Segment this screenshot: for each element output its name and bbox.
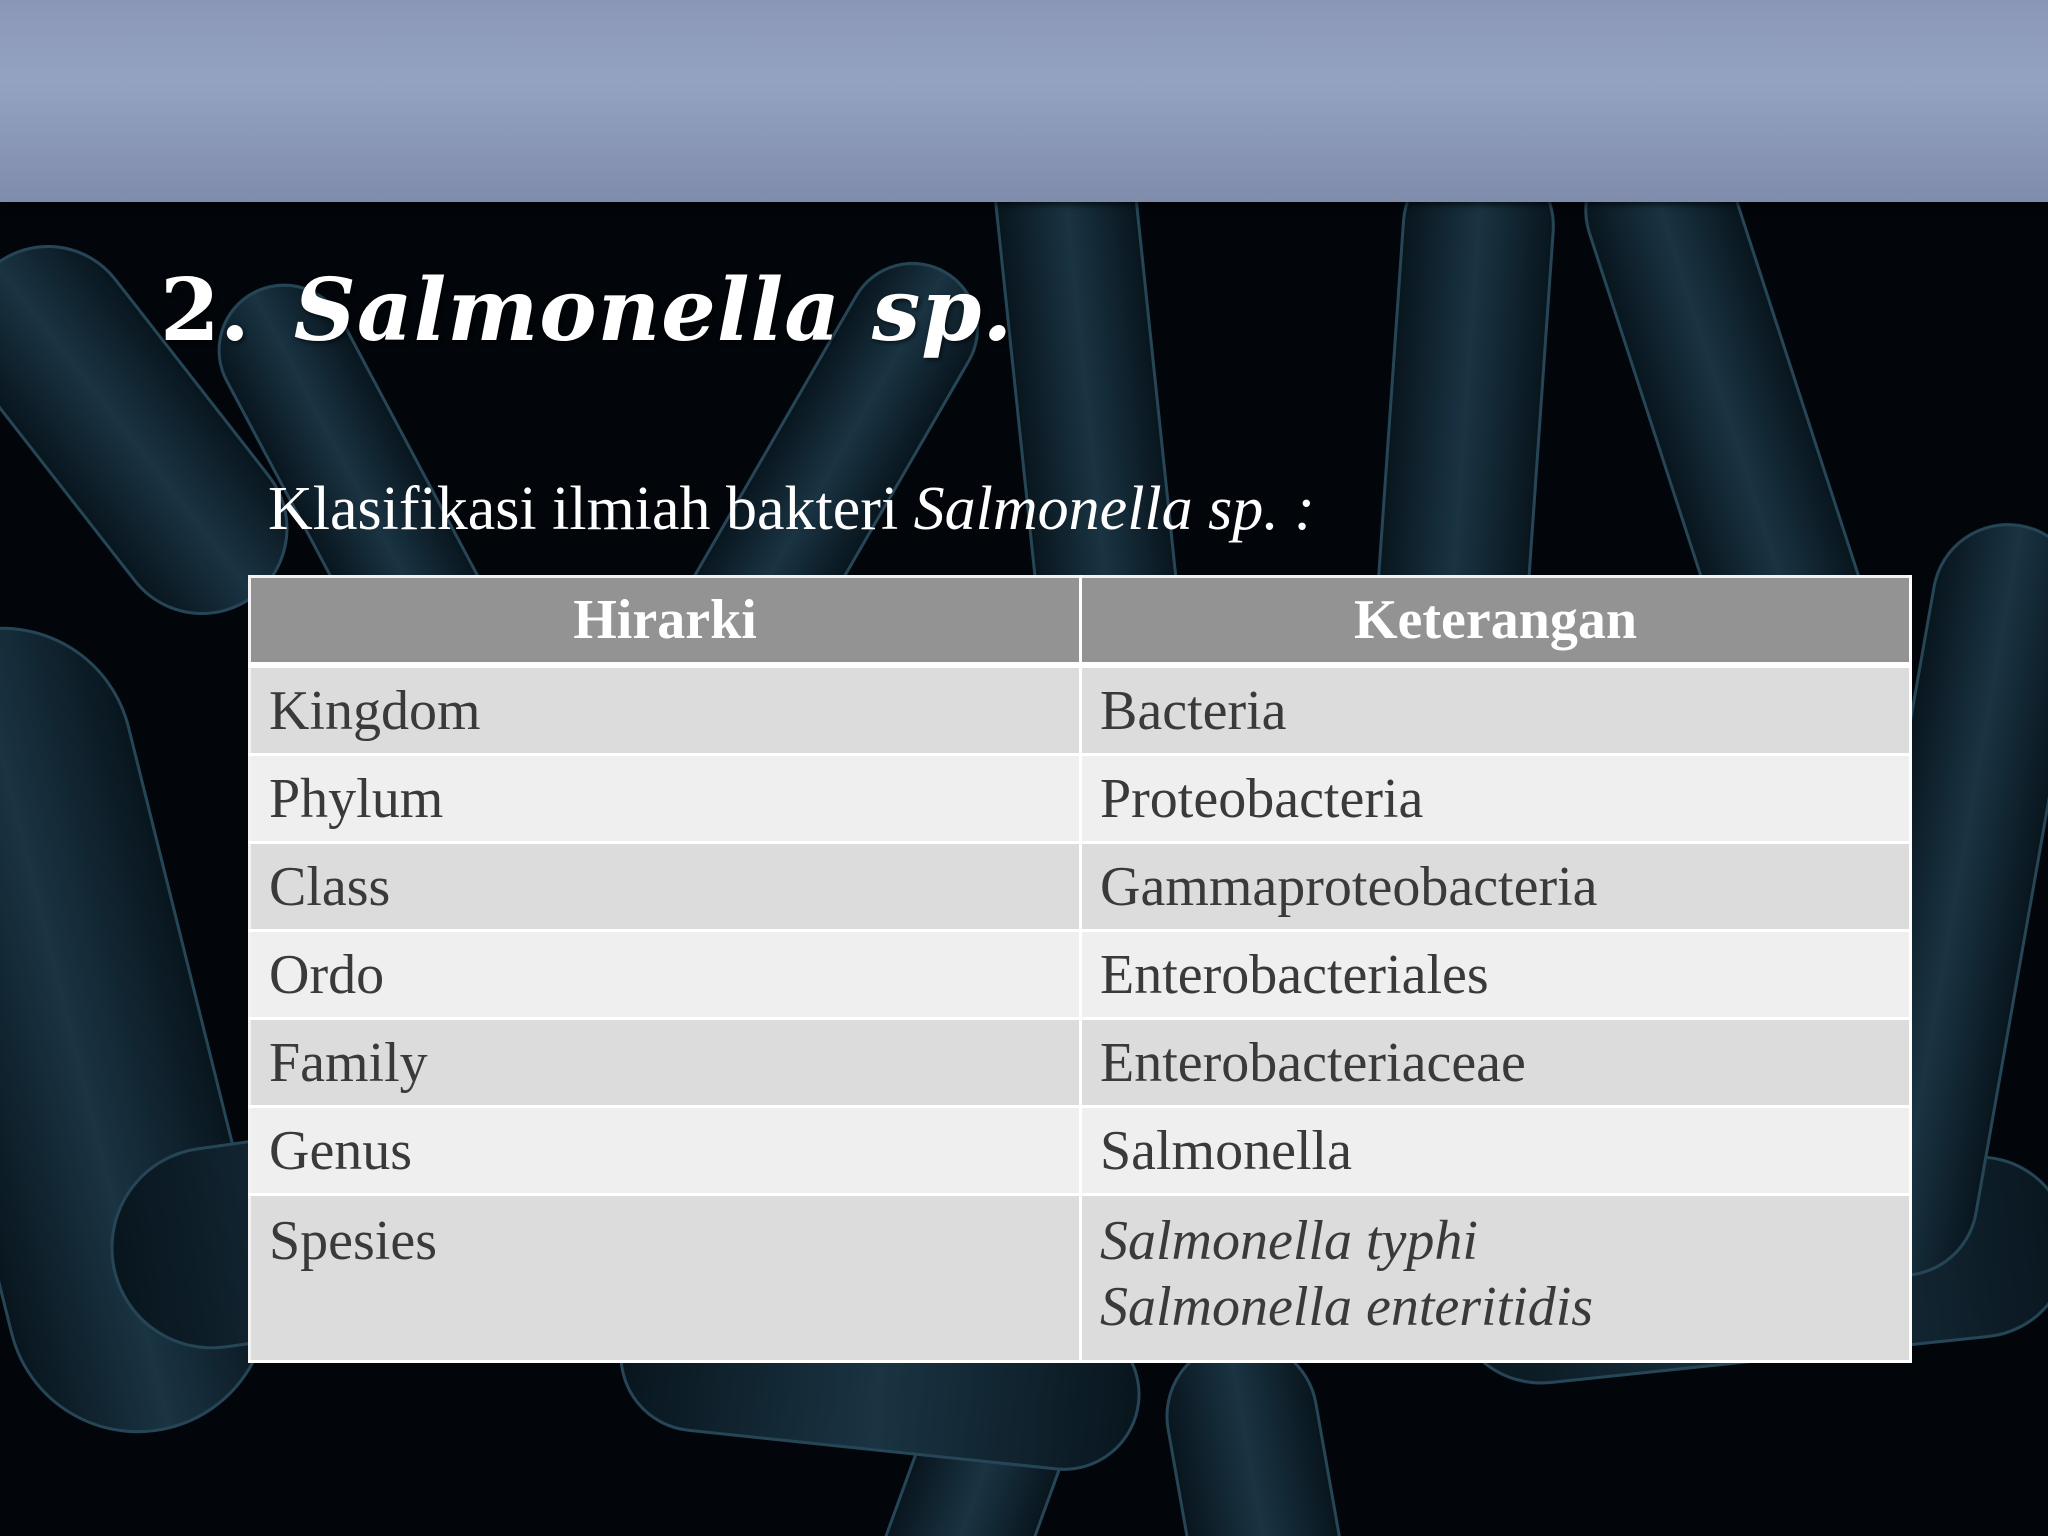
table-row-species: [250, 1195, 1911, 1362]
subtitle-italic: Salmonella sp. :: [913, 475, 1315, 543]
table-row: [250, 931, 1911, 1019]
species-name: Salmonella enteritidis: [1100, 1276, 1594, 1338]
cell-hirarki: Genus: [250, 1107, 1081, 1195]
cell-keterangan: Gammaproteobacteria: [1081, 843, 1911, 931]
subtitle-prefix: Klasifikasi ilmiah bakteri: [268, 475, 914, 543]
cell-hirarki: Class: [250, 843, 1081, 931]
header-keterangan: Keterangan: [1081, 577, 1911, 666]
title-number: 2.: [160, 260, 250, 361]
cell-hirarki: Family: [250, 1019, 1081, 1107]
cell-hirarki: Kingdom: [250, 665, 1081, 755]
species-name: Salmonella typhi: [1100, 1210, 1478, 1272]
table-row: [250, 1107, 1911, 1195]
cell-hirarki: Ordo: [250, 931, 1081, 1019]
header-hirarki: Hirarki: [250, 577, 1081, 666]
table-header-row: [250, 577, 1911, 666]
table-row: [250, 1019, 1911, 1107]
slide-title: [160, 260, 1014, 361]
classification-table: [248, 575, 1912, 1363]
cell-hirarki-spesies: Spesies: [250, 1195, 1081, 1362]
cell-keterangan: Enterobacteriaceae: [1081, 1019, 1911, 1107]
table-row: [250, 665, 1911, 755]
cell-keterangan: Proteobacteria: [1081, 755, 1911, 843]
table-row: [250, 755, 1911, 843]
cell-keterangan-spesies: [1081, 1195, 1911, 1362]
title-name: Salmonella sp.: [293, 260, 1014, 361]
header-band: [0, 0, 2048, 202]
cell-keterangan: Salmonella: [1081, 1107, 1911, 1195]
cell-keterangan: Bacteria: [1081, 665, 1911, 755]
subtitle: [268, 475, 1315, 543]
cell-hirarki: Phylum: [250, 755, 1081, 843]
cell-keterangan: Enterobacteriales: [1081, 931, 1911, 1019]
table-row: [250, 843, 1911, 931]
